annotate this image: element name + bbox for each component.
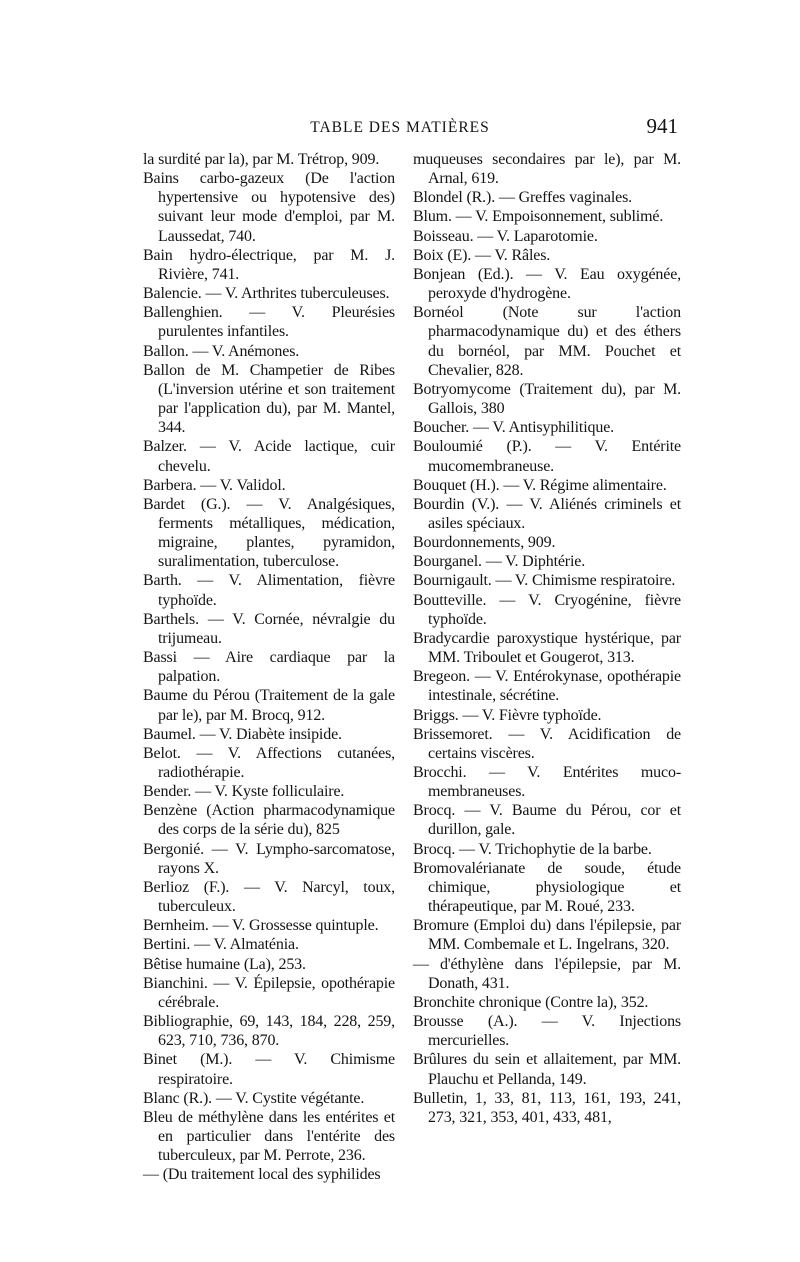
index-entry: Bourdin (V.). — V. Aliénés criminels et asiles spéciaux.: [413, 495, 681, 532]
index-entry: Bornéol (Note sur l'action pharmacodynamique du) et des éthers du bornéol, par MM. Pouchet et Chevalier, 828.: [413, 304, 681, 379]
index-entry: Ballon de M. Champetier de Ribes (L'inversion utérine et son traitement par l'application du), par M. Mantel, 344.: [143, 361, 395, 437]
index-entry: Benzène (Action pharmacodynamique des corps de la série du), 825: [143, 802, 395, 839]
index-entry: Barthels. — V. Cornée, névralgie du trijumeau.: [143, 610, 395, 647]
index-entry: Bromure (Emploi du) dans l'épilepsie, par MM. Combemale et L. Ingelrans, 320.: [413, 917, 681, 954]
index-entry: Bronchite chronique (Contre la), 352.: [413, 993, 649, 1011]
index-column-right: [413, 150, 681, 1127]
index-entry: — (Du traitement local des syphilides: [143, 1166, 381, 1184]
index-entry: Brûlures du sein et allaitement, par MM. Plauchu et Pellanda, 149.: [413, 1051, 681, 1088]
index-entry: Blondel (R.). — Greffes vaginales.: [413, 189, 632, 207]
index-entry: Blanc (R.). — V. Cystite végétante.: [143, 1089, 365, 1107]
index-entry: Berlioz (F.). — V. Narcyl, toux, tuberculeux.: [143, 878, 395, 916]
index-entry: Binet (M.). — V. Chimisme respiratoire.: [143, 1051, 395, 1088]
index-entry: Brissemoret. — V. Acidification de certains viscères.: [413, 725, 681, 762]
index-entry: Bouquet (H.). — V. Régime alimentaire.: [413, 476, 667, 494]
index-entry: Blum. — V. Empoisonnement, sublimé.: [413, 208, 664, 226]
index-entry: Bulletin, 1, 33, 81, 113, 161, 193, 241, 273, 321, 353, 401, 433, 481,: [413, 1089, 681, 1126]
index-entry: Bassi — Aire cardiaque par la palpation.: [143, 649, 395, 686]
index-entry: Bradycardie paroxystique hystérique, par MM. Triboulet et Gougerot, 313.: [413, 629, 681, 667]
index-entry: Bêtise humaine (La), 253.: [143, 955, 306, 973]
index-entry: Boisseau. — V. Laparotomie.: [413, 227, 598, 245]
index-entry: Bianchini. — V. Épilepsie, opothérapie cérébrale.: [143, 974, 395, 1011]
index-entry: Bardet (G.). — V. Analgésiques, ferments métalliques, médication, migraine, plantes, pyramidon, suralimentation, tuberculose.: [143, 495, 395, 571]
index-entry: muqueuses secondaires par le), par M. Arnal, 619.: [413, 151, 681, 188]
index-entry: Boucher. — V. Antisyphilitique.: [413, 419, 614, 437]
index-entry: Bernheim. — V. Grossesse quintuple.: [143, 917, 379, 935]
index-entry: Bouloumié (P.). — V. Entérite mucomembraneuse.: [413, 438, 681, 475]
index-entry: Baume du Pérou (Traitement de la gale par le), par M. Brocq, 912.: [143, 687, 395, 724]
index-entry: Bourganel. — V. Diphtérie.: [413, 553, 586, 571]
index-entry: Barbera. — V. Validol.: [143, 476, 286, 494]
index-entry: Bournigault. — V. Chimisme respiratoire.: [413, 572, 676, 590]
page-number: 941: [646, 114, 678, 138]
index-entry: Brocq. — V. Baume du Pérou, cor et durillon, gale.: [413, 802, 681, 839]
index-entry: Bain hydro-électrique, par M. J. Rivière, 741.: [143, 246, 395, 283]
index-entry: Bromovalérianate de soude, étude chimique, physiologique et thérapeutique, par M. Roué, 233.: [413, 859, 681, 916]
index-entry: Ballon. — V. Anémones.: [143, 342, 300, 360]
index-entry: Bleu de méthylène dans les entérites et en particulier dans l'entérite des tuberculeux, par M. Perrote, 236.: [143, 1108, 395, 1165]
index-entry: Bonjean (Ed.). — V. Eau oxygénée, peroxyde d'hydrogène.: [413, 265, 681, 303]
index-entry: Bertini. — V. Almaténia.: [143, 936, 299, 954]
index-entry: Ballenghien. — V. Pleurésies purulentes infantiles.: [143, 304, 395, 341]
page-title: TABLE DES MATIÈRES: [310, 119, 490, 136]
index-entry: Briggs. — V. Fièvre typhoïde.: [413, 706, 602, 724]
index-entry: Bregeon. — V. Entérokynase, opothérapie intestinale, sécrétine.: [413, 668, 681, 705]
index-entry: Botryomycome (Traitement du), par M. Gallois, 380: [413, 380, 681, 418]
index-entry: Baumel. — V. Diabète insipide.: [143, 725, 342, 743]
index-entry: Brousse (A.). — V. Injections mercurielles.: [413, 1013, 681, 1050]
index-entry: Bourdonnements, 909.: [413, 534, 556, 552]
index-entry: — d'éthylène dans l'épilepsie, par M. Donath, 431.: [413, 955, 681, 992]
index-entry: Bergonié. — V. Lympho-sarcomatose, rayons X.: [143, 840, 395, 877]
index-entry: la surdité par la), par M. Trétrop, 909.: [143, 151, 380, 168]
index-entry: Barth. — V. Alimentation, fièvre typhoïde.: [143, 572, 395, 609]
index-entry: Boix (E). — V. Râles.: [413, 246, 551, 264]
index-entry: Balencie. — V. Arthrites tuberculeuses.: [143, 285, 390, 303]
index-entry: Bibliographie, 69, 143, 184, 228, 259, 623, 710, 736, 870.: [143, 1013, 395, 1050]
index-entry: Bender. — V. Kyste folliculaire.: [143, 783, 345, 801]
index-entry: Brocq. — V. Trichophytie de la barbe.: [413, 840, 652, 858]
index-entry: Brocchi. — V. Entérites muco-membraneuses.: [413, 764, 681, 801]
index-entry: Boutteville. — V. Cryogénine, fièvre typhoïde.: [413, 591, 681, 628]
index-column-left: [143, 150, 395, 1184]
index-entry: Belot. — V. Affections cutanées, radiothérapie.: [143, 744, 395, 781]
index-entry: Balzer. — V. Acide lactique, cuir chevelu.: [143, 438, 395, 475]
index-entry: Bains carbo-gazeux (De l'action hypertensive ou hypotensive des) suivant leur mode d'emploi, par M. Laussedat, 740.: [143, 170, 395, 245]
